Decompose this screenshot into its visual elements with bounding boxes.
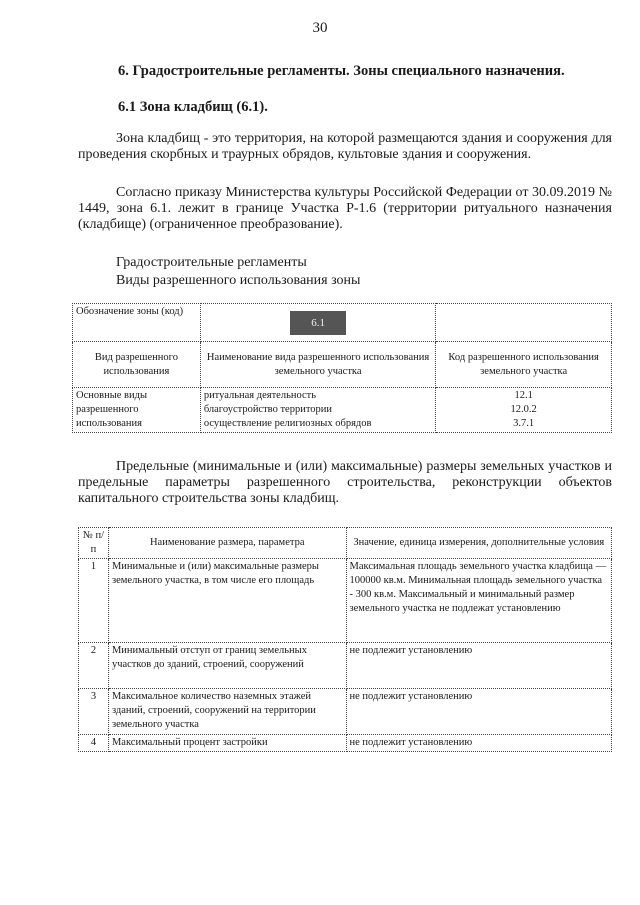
header-use-code: Код разрешенного использования земельного участка — [436, 342, 612, 388]
list-item: 12.0.2 — [510, 404, 537, 415]
permitted-use-table — [72, 303, 612, 433]
list-item: 12.1 — [514, 390, 533, 401]
zone-label-cell: Обозначение зоны (код) — [73, 304, 201, 342]
section-heading: 6. Градостроительные регламенты. Зоны специального назначения. — [118, 63, 565, 79]
table-row: 2 Минимальный отступ от границ земельных участков до зданий, строений, сооружений не подлежит установлению — [79, 643, 612, 689]
list-item: благоустройство территории — [203, 404, 333, 415]
subsection-heading: 6.1 Зона кладбищ (6.1). — [118, 99, 268, 115]
table-row: 1 Минимальные и (или) максимальные размеры земельного участка, в том числе его площадь Максимальная площадь земельного участка кладбища — 100000 кв.м. Минимальная площадь земельного участка - 300 кв.м. Максимальный и минимальный размер земельного участка не подлежат установлению — [79, 559, 612, 643]
parameters-table — [78, 527, 612, 752]
list-item: ритуальная деятельность — [203, 390, 317, 401]
header-use-name: Наименование вида разрешенного использования земельного участка — [200, 342, 436, 388]
paragraph-limits: Предельные (минимальные и (или) максимальные) размеры земельных участков и предельные параметры разрешенного строительства, реконструкции объектов капитального строительства зоны кладбищ. — [78, 459, 612, 506]
paragraph-ministry-order: Согласно приказу Министерства культуры Российской Федерации от 30.09.2019 № 1449, зона 6.1. лежит в границе Участка Р-1.6 (территории ритуального назначения (кладбище) (ограниченное преобразование). — [78, 185, 612, 232]
uses-cell — [200, 388, 436, 433]
table-row: 3 Максимальное количество наземных этажей зданий, строений, сооружений на территории земельного участка не подлежит установлению — [79, 689, 612, 735]
list-item: осуществление религиозных обрядов — [203, 418, 372, 429]
regulations-subtitle: Виды разрешенного использования зоны — [116, 273, 361, 288]
regulations-title: Градостроительные регламенты — [116, 255, 307, 270]
zone-code-badge: 6.1 — [290, 311, 346, 335]
row-label-main-uses: Основные виды разрешенного использования — [73, 388, 201, 433]
header-number: № п/п — [79, 528, 109, 559]
codes-cell — [436, 388, 612, 433]
header-parameter: Наименование размера, параметра — [108, 528, 346, 559]
header-value: Значение, единица измерения, дополнительные условия — [346, 528, 612, 559]
list-item: 3.7.1 — [513, 418, 535, 429]
page-number: 30 — [312, 20, 328, 36]
header-use-type: Вид разрешенного использования — [73, 342, 201, 388]
paragraph-zone-definition: Зона кладбищ - это территория, на которой размещаются здания и сооружения для проведения скорбных и траурных обрядов, культовые здания и сооружения. — [78, 131, 612, 162]
table-row: 4 Максимальный процент застройки не подлежит установлению — [79, 735, 612, 752]
